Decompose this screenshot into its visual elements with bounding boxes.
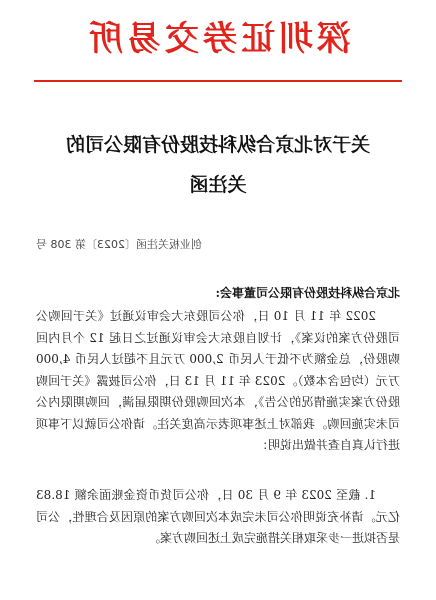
masthead-title: 深圳证券交易所	[85, 21, 351, 58]
body-paragraph-1: 2022 年 11 月 10 日，你公司股东大会审议通过《关于回购公司股份方案的议案》，计划自股东大会审议通过之日起 12 个月内回购股份，总金额为不低于人民币 2,000 万元且不超过人民币 4,000 万元（均包含本数）。2023 年 11 月 13 日，你公司披露《关于回购股份方案实施情况的公告》，本次回购股份期限届满，回购期限内公司未实施回购。我部对上述事项表示高度关注。请你公司就以下事项进行认真自查并做出说明：	[36, 309, 400, 452]
document-number: 创业板关注函〔2023〕第 308 号	[36, 238, 202, 251]
masthead-divider	[34, 80, 402, 82]
addressee: 北京合纵科技股份有限公司董事会:	[215, 286, 400, 300]
body-paragraph-2: 1. 截至 2023 年 9 月 30 日，你公司货币资金账面余额 18.83 亿元。请补充说明你公司未完成本次回购方案的原因及合理性，公司是否拟进一步采取相关措施完成上述回购方案。	[36, 488, 400, 545]
document-title-line-2: 关注函	[189, 174, 247, 196]
document-title-line-1: 关于对北京合纵科技股份有限公司的	[66, 134, 371, 156]
